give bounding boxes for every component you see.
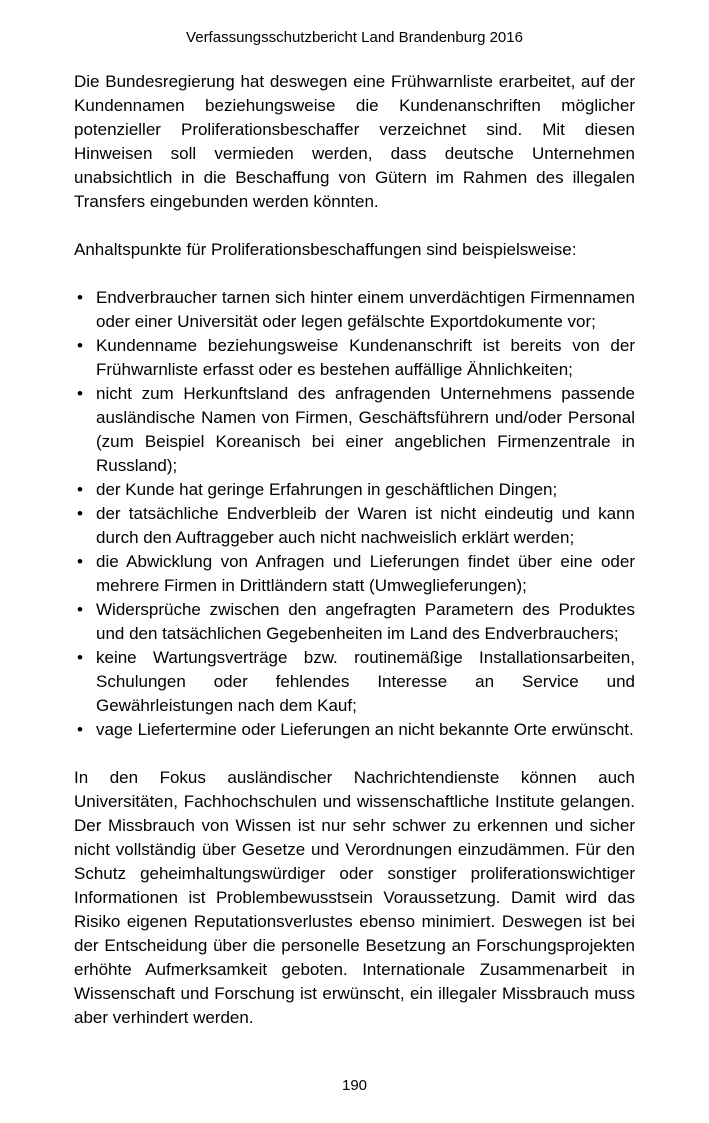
list-item: • der Kunde hat geringe Erfahrungen in geschäftlichen Dingen; (74, 478, 635, 502)
paragraph-list-lead: Anhaltspunkte für Proliferationsbeschaffungen sind beispielsweise: (74, 240, 577, 259)
page-number: 190 (341, 1077, 368, 1094)
list-item: • Endverbraucher tarnen sich hinter einem unverdächtigen Firmennamen oder einer Universität oder legen gefälschte Exportdokumente vor; (74, 286, 635, 334)
list-item: • Widersprüche zwischen den angefragten Parametern des Produktes und den tatsächlichen Gegebenheiten im Land des Endverbrauchers; (74, 598, 635, 646)
page-header: Verfassungsschutzbericht Land Brandenburg 2016 (186, 29, 523, 46)
list-item: • Kundenname beziehungsweise Kundenanschrift ist bereits von der Frühwarnliste erfasst oder es bestehen auffällige Ähnlichkeiten; (74, 334, 635, 382)
list-item: • der tatsächliche Endverbleib der Waren ist nicht eindeutig und kann durch den Auftraggeber auch nicht nachweislich erklärt werden; (74, 502, 635, 550)
list-item: • nicht zum Herkunftsland des anfragenden Unternehmens passende ausländische Namen von Firmen, Geschäftsführern und/oder Personal (zum Beispiel Koreanisch bei einer angeblichen Firmenzentrale in Russland); (74, 382, 635, 478)
paragraph-intro: Die Bundesregierung hat deswegen eine Frühwarnliste erarbeitet, auf der Kundennamen beziehungsweise die Kundenanschriften möglicher potenzieller Proliferationsbeschaffer verzeichnet sind. Mit diesen Hinweisen soll vermieden werden, dass deutsche Unternehmen unabsichtlich in die Beschaffung von Gütern im Rahmen des illegalen Transfers eingebunden werden könnten. (74, 72, 635, 211)
list-item: • die Abwicklung von Anfragen und Lieferungen findet über eine oder mehrere Firmen in Drittländern statt (Umweglieferungen); (74, 550, 635, 598)
paragraph-closing: In den Fokus ausländischer Nachrichtendienste können auch Universitäten, Fachhochschulen und wissenschaftliche Institute gelangen. Der Missbrauch von Wissen ist nur sehr schwer zu erkennen und sicher nicht vollständig über Gesetze und Verordnungen einzudämmen. Für den Schutz geheimhaltungswürdiger oder sonstiger proliferationswichtiger Informationen ist Problembewusstsein Voraussetzung. Damit wird das Risiko eigenen Reputationsverlustes ebenso minimiert. Deswegen ist bei der Entscheidung über die personelle Besetzung an Forschungsprojekten erhöhte Aufmerksamkeit geboten. Internationale Zusammenarbeit in Wissenschaft und Forschung ist erwünscht, ein illegaler Missbrauch muss aber verhindert werden. (74, 768, 635, 1027)
bullet-list (74, 286, 635, 742)
list-item: • keine Wartungsverträge bzw. routinemäßige Installationsarbeiten, Schulungen oder fehlendes Interesse an Service und Gewährleistungen nach dem Kauf; (74, 646, 635, 718)
list-item: • vage Liefertermine oder Lieferungen an nicht bekannte Orte erwünscht. (74, 718, 635, 742)
